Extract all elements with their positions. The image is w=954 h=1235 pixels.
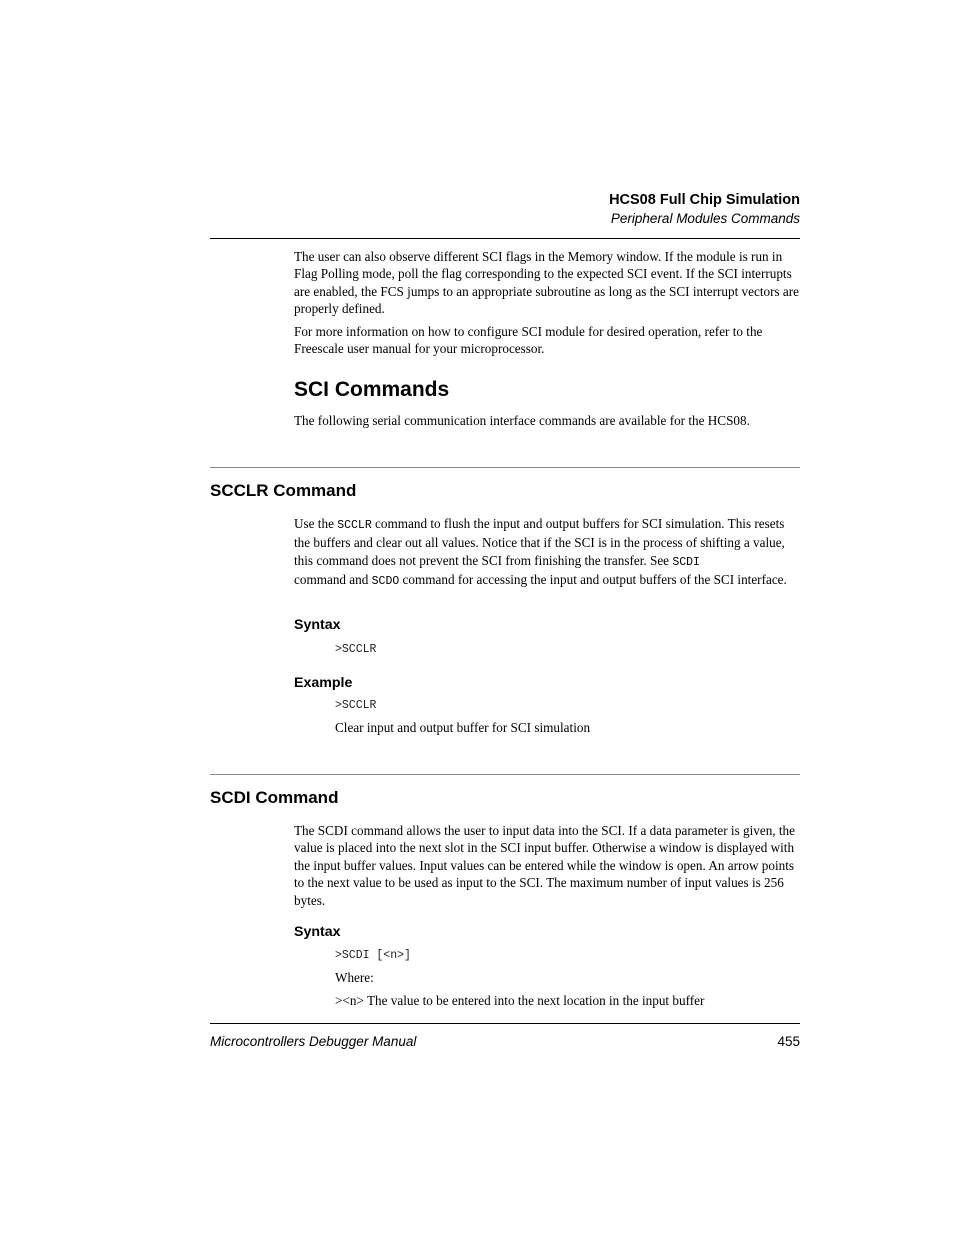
scclr-text-1: Use the xyxy=(294,516,338,531)
header-subtitle: Peripheral Modules Commands xyxy=(610,211,800,226)
intro-paragraph-2 xyxy=(294,323,800,358)
page-number: 455 xyxy=(777,1034,800,1049)
scdi-heading: SCDI Command xyxy=(210,788,339,807)
intro-paragraph-1 xyxy=(294,248,800,318)
scclr-text-3: command and xyxy=(294,572,372,588)
header-title: HCS08 Full Chip Simulation xyxy=(609,192,800,208)
scclr-code-2: SCDI xyxy=(672,555,700,569)
sci-commands-heading: SCI Commands xyxy=(294,378,450,401)
scdi-syntax-heading: Syntax xyxy=(294,924,341,940)
scdi-syntax-code: >SCDI [<n>] xyxy=(335,949,411,962)
scclr-code-3: SCDO xyxy=(371,575,400,589)
sci-commands-text: The following serial communication interface commands are available for the HCS08. xyxy=(294,413,750,428)
scclr-syntax-heading: Syntax xyxy=(294,617,341,633)
scclr-example-heading: Example xyxy=(294,675,353,691)
intro-text-1: The user can also observe different SCI flags in the Memory window. If the module is run in Flag Polling mode, poll the flag corresponding to the expected SCI event. If the SCI interrupts are enabled, the FCS jumps to an appropriate subroutine as long as the SCI interrupt vectors are properly defined. xyxy=(294,249,800,317)
header-rule xyxy=(210,238,800,239)
scdi-where-label: Where: xyxy=(335,970,374,985)
scclr-syntax-code: >SCCLR xyxy=(335,643,377,656)
intro-text-2: For more information on how to configure SCI module for desired operation, refer to the Freescale user manual for your microprocessor. xyxy=(294,324,763,357)
scclr-example-code: >SCCLR xyxy=(335,699,377,712)
section-rule-scclr xyxy=(210,467,800,468)
scclr-heading: SCCLR Command xyxy=(210,481,357,500)
scclr-text-4: command for accessing the input and output buffers of the SCI interface. xyxy=(399,572,787,588)
footer-rule xyxy=(210,1023,800,1024)
section-rule-scdi xyxy=(210,774,800,775)
running-header xyxy=(609,191,800,228)
scclr-text xyxy=(294,515,800,591)
scdi-text: The SCDI command allows the user to input data into the SCI. If a data parameter is given, the value is placed into the next slot in the SCI input buffer. Otherwise a window is displayed with the input buffer values. Input values can be entered while the window is open. An arrow points to the next value to be used as input to the SCI. The maximum number of input values is 256 bytes. xyxy=(294,823,795,908)
scclr-example-description: Clear input and output buffer for SCI simulation xyxy=(335,720,591,735)
scclr-text-2: command to flush the input and output buffers for SCI simulation. This resets the buffers and clear out all values. Notice that if the SCI is in the process of shifting a value, this command does not prevent the SCI from finishing the transfer. See xyxy=(294,516,785,568)
scdi-param-description: ><n> The value to be entered into the next location in the input buffer xyxy=(335,993,705,1008)
scdi-paragraph xyxy=(294,822,800,909)
footer-manual-title: Microcontrollers Debugger Manual xyxy=(210,1034,417,1049)
scclr-code-1: SCCLR xyxy=(337,519,372,532)
scclr-paragraph xyxy=(294,515,800,591)
